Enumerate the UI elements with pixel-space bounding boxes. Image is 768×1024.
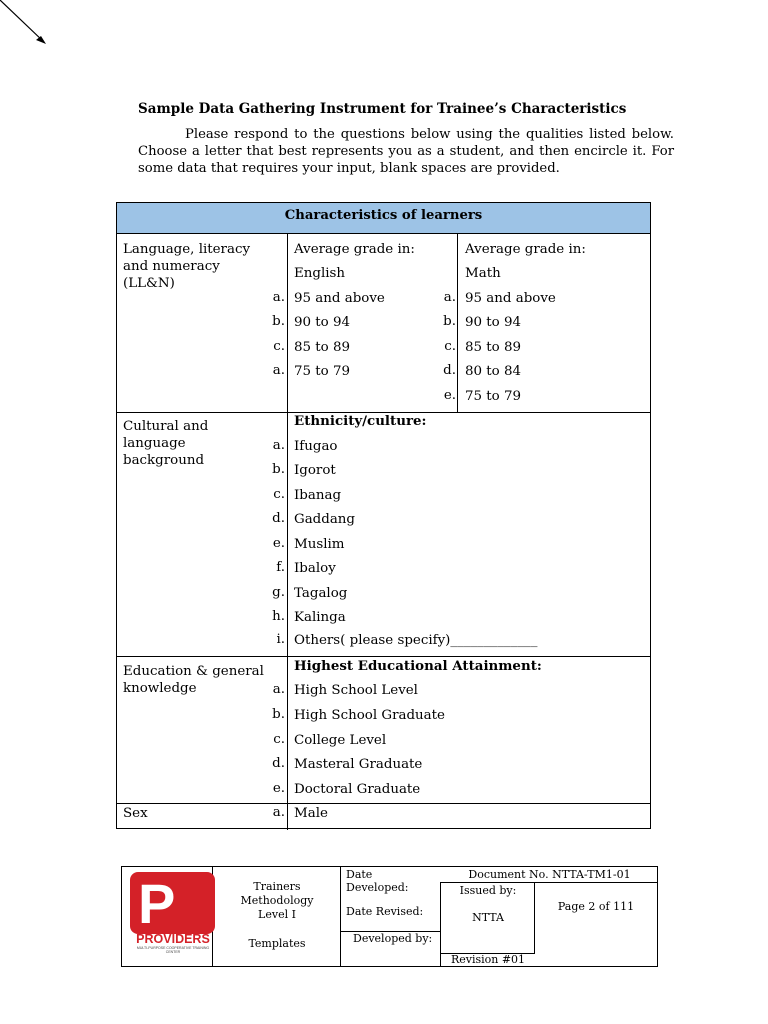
option-letter: f.	[276, 560, 285, 575]
developed-by-label: Developed by:	[353, 932, 433, 945]
page-number: Page 2 of 111	[557, 900, 635, 913]
option-letter: d.	[443, 363, 456, 378]
revision-number: Revision #01	[450, 953, 526, 966]
instructions-paragraph: Please respond to the questions below using the qualities listed below. Choose a letter that best represents you as a student, and then encircle it. For some data that requires your input, blank spaces are provided.	[138, 127, 674, 176]
ethnicity-option: Kalinga	[294, 610, 346, 625]
ethnicity-option: Ifugao	[294, 439, 338, 454]
education-option: Doctoral Graduate	[294, 782, 421, 797]
math-option: 95 and above	[465, 291, 556, 306]
math-subject: Math	[465, 266, 501, 281]
providers-logo	[130, 872, 216, 962]
logo-text: PROVIDERS	[136, 932, 210, 946]
english-option: 85 to 89	[294, 340, 351, 355]
english-option: 90 to 94	[294, 315, 351, 330]
column-divider-math	[457, 234, 458, 412]
education-option: High School Graduate	[294, 708, 445, 723]
english-option: 95 and above	[294, 291, 385, 306]
course-name-line1: Trainers	[253, 880, 301, 893]
footer-divider	[340, 867, 341, 966]
footer-divider	[440, 882, 657, 883]
templates-label: Templates	[248, 937, 306, 950]
option-letter: a.	[443, 290, 456, 305]
education-option: College Level	[294, 733, 387, 748]
date-revised-label: Date Revised:	[346, 905, 424, 918]
option-letter: a.	[272, 805, 285, 820]
option-letter: a.	[272, 682, 285, 697]
education-option: High School Level	[294, 683, 418, 698]
english-option: 75 to 79	[294, 364, 351, 379]
date-developed-label-line1: Date	[346, 868, 373, 881]
option-letter: g.	[272, 585, 285, 600]
lln-label: Language, literacy and numeracy (LL&N)	[123, 242, 251, 291]
option-letter: h.	[272, 609, 285, 624]
ethnicity-option-others: Others( please specify)_____________	[294, 633, 538, 648]
math-option: 90 to 94	[465, 315, 522, 330]
issued-by-label: Issued by:	[459, 884, 517, 897]
math-heading: Average grade in:	[465, 242, 586, 257]
math-option: 75 to 79	[465, 389, 522, 404]
option-letter: a.	[272, 290, 285, 305]
education-option: Masteral Graduate	[294, 757, 423, 772]
logo-subtext: MULTI-PURPOSE COOPERATIVE TRAINING CENTER	[136, 946, 210, 954]
education-label: Education & general knowledge	[123, 664, 264, 696]
table-header: Characteristics of learners	[117, 203, 650, 234]
option-letter: d.	[272, 511, 285, 526]
ethnicity-option: Ibaloy	[294, 561, 336, 576]
option-letter: a.	[272, 363, 285, 378]
column-divider	[287, 234, 288, 830]
option-letter: c.	[273, 339, 285, 354]
option-letter: c.	[273, 487, 285, 502]
education-heading: Highest Educational Attainment:	[294, 658, 542, 674]
cultural-label: Cultural and language background	[123, 419, 209, 468]
ethnicity-option: Igorot	[294, 463, 336, 478]
document-title: Sample Data Gathering Instrument for Trainee’s Characteristics	[138, 101, 627, 117]
sex-label: Sex	[123, 806, 148, 821]
english-heading: Average grade in:	[294, 242, 415, 257]
ethnicity-option: Tagalog	[294, 586, 348, 601]
ethnicity-option: Muslim	[294, 537, 345, 552]
logo-letter: P	[138, 872, 176, 935]
option-letter: d.	[272, 756, 285, 771]
option-letter: b.	[272, 462, 285, 477]
option-letter: c.	[273, 732, 285, 747]
math-option: 80 to 84	[465, 364, 522, 379]
characteristics-table	[116, 202, 651, 829]
option-letter: e.	[443, 388, 456, 403]
option-letter: b.	[443, 314, 456, 329]
english-subject: English	[294, 266, 346, 281]
row-divider	[117, 803, 650, 804]
document-footer-table	[121, 866, 658, 967]
ethnicity-heading: Ethnicity/culture:	[294, 413, 427, 429]
course-name-line3: Level I	[258, 908, 296, 921]
option-letter: b.	[272, 314, 285, 329]
option-letter: i.	[276, 632, 285, 647]
date-developed-label-line2: Developed:	[346, 881, 409, 894]
ethnicity-option: Ibanag	[294, 488, 342, 503]
math-option: 85 to 89	[465, 340, 522, 355]
sex-option: Male	[294, 806, 328, 821]
arrow-annotation	[0, 0, 60, 60]
option-letter: e.	[272, 781, 285, 796]
ethnicity-option: Gaddang	[294, 512, 356, 527]
document-number: Document No. NTTA-TM1-01	[468, 868, 631, 881]
option-letter: b.	[272, 707, 285, 722]
option-letter: a.	[272, 438, 285, 453]
issuer: NTTA	[472, 911, 504, 924]
row-divider	[117, 656, 650, 657]
option-letter: c.	[444, 339, 456, 354]
course-name-line2: Methodology	[240, 894, 314, 907]
footer-divider	[534, 882, 535, 953]
option-letter: e.	[272, 536, 285, 551]
